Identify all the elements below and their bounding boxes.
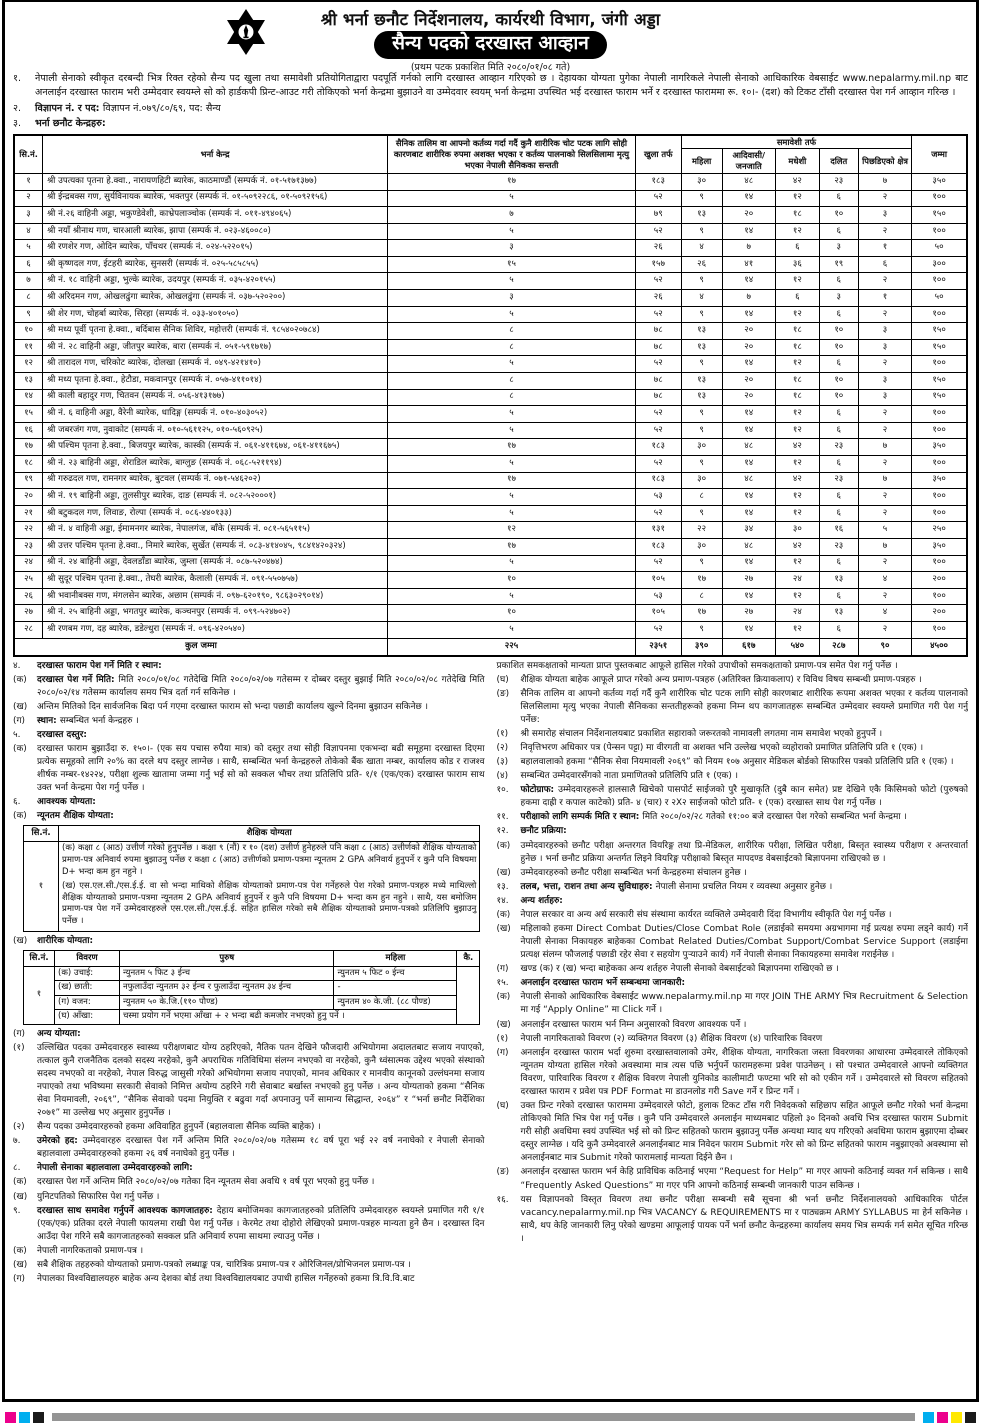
edu-clause-b: (ख) एस.एल.सी./एस.ई.ई. वा सो भन्दा माथिको शैक्षिक योग्यताको प्रमाण-पत्र पेश गर्नेहरुले पेश गरेको प्रमाण-पत्रहरु मध्ये माथिल्लो शैक्षिक योग्यताको प्रमाण-पत्रमा न्यूनतम 2 GPA अनिवार्य हुनुपर्ने र कुनै पनि विषयमा D+ भन्दा कम हुन नहुने । साथै, यस बमोजिम प्रमाण-पत्र पेश गर्ने उम्मेदवारहरुले एस.एल.सी./एस.ई.ई. सहित हासिल गरेको सबै शैक्षिक योग्यताको प्रमाण-पत्रको प्रतिलिपि बुझाउनु पर्नेछ । — [62, 880, 477, 927]
notice-document — [2, 0, 979, 1402]
list-item: ४. दरखास्त फाराम पेश गर्ने मिति र स्थान: — [13, 660, 162, 671]
list-item: (क) नेपाली सेनाको आधिकारिक वेबसाईट www.nepalarmy.mil.np मा गएर JOIN THE ARMY भित्र Recruitment & Selection मा गई “Apply Online” मा Click गर्ने । — [496, 992, 968, 1016]
table-row: २३ श्री उत्तर पश्चिम पृतना हे.क्वा., निमारे ब्यारेक, सुर्खेत (सम्पर्क नं. ०८३-४१४०४५, ९८४१४२०३२४) १७ १८३ ३० ४८ ४२ २३ ७ ३५० — [14, 538, 967, 555]
list-item: (ग) अन्य योग्यता: — [13, 1028, 81, 1039]
list-item: (क) नेपाली नागरिकताको प्रमाण-पत्र । — [13, 1245, 144, 1256]
magenta-swatch — [5, 1412, 16, 1423]
edu-col-sn: सि.नं. — [24, 826, 59, 841]
table-row: १३ श्री मध्य पृतना हे.क्वा., हेटौडा, मकवानपुर (सम्पर्क नं. ०५७-४११०१४) ८ ७८ १३ २० १८ १० ३ १५० — [14, 373, 967, 390]
col-inclusive-group: समावेशी तर्फ — [681, 135, 912, 149]
table-row: १८ श्री नं. २३ बाहिनी अड्डा, शेराडिल ब्यारेक, बाग्लुङ (सम्पर्क नं. ०६८-५२११९४) ५ ५२ ९ १४ १२ ६ २ १०० — [14, 456, 967, 473]
list-item: २. विज्ञापन नं. र पद: विज्ञापन नं.०७९/८०/६९, पद: सैन्य — [13, 102, 221, 114]
yellow-swatch — [951, 1412, 962, 1423]
cyan-swatch — [19, 1412, 30, 1423]
phys-col-male: पुरुष — [120, 951, 334, 966]
table-row: २८ श्री रणबम गण, दह ब्यारेक, डडेल्धुरा (सम्पर्क नं. ०९६-४२०५४०) ५ ५२ ९ १४ १२ ६ २ १०० — [14, 621, 967, 638]
list-item: (ग) खण्ड (क) र (ख) भन्दा बाहेकका अन्य शर्तहरु नेपाली सेनाको वेबसाईटको बिज्ञापनमा राखिएको छ । — [496, 964, 839, 975]
physical-qualification-table — [23, 950, 480, 1024]
table-row: १९ श्री गरुढदल गण, रामनगर ब्यारेक, बुटवल (सम्पर्क नं. ०७१-५४६२०२) १७ १८३ ३० ४८ ४२ २३ ७ ३५० — [14, 472, 967, 489]
black-swatch — [33, 1412, 44, 1423]
phys-col-female: महिला — [334, 951, 457, 966]
table-row: ४ श्री नयाँ श्रीनाथ गण, चारआली ब्यारेक, झापा (सम्पर्क नं. ०२३-४६००८०) ५ ५२ ९ १४ १२ ६ २ १०० — [14, 223, 967, 240]
table-row: २४ श्री नं. २४ बाहिनी अड्डा, देवलडाँडा ब्यारेक, जुम्ला (सम्पर्क नं. ०८७-५२०४७४) ५ ५२ ९ १४ १२ ६ २ १०० — [14, 555, 967, 572]
table-row: ८ श्री अरिदमन गण, ओखलढुंगा ब्यारेक, ओखलढुंगा (सम्पर्क नं. ०३७-५२०२००) ३ २६ ४ ७ ६ ३ १ ५० — [14, 290, 967, 307]
magenta-swatch — [937, 1412, 948, 1423]
list-item: १. नेपाली सेनाको स्वीकृत दरबन्दी भित्र रिक्त रहेको सैन्य पद खुला तथा समावेशी प्रतियोगिताद्वारा पदपूर्ति गर्नको लागि दरखास्त आव्हान गरिएको छ । देहायका योग्यता पुगेका नेपाली नागरिकले नेपाली सेनाको आधिकारिक वेबसाईट www.nepalarmy.mil.np बाट अनलाईन दरखास्त फाराम भरी उम्मेदवार स्वयम्ले सो को हार्डकपी प्रिन्ट-आउट गरी तोकिएको भर्ना केन्द्रमा बुझाउने वा उम्मेदवार स्वयम् भर्ना केन्द्रमा उपस्थित भई दरखास्त फाराम भर्ने र दरखास्त फाराममा रू. १०।- (दश) को टिकट टाँसी दरखास्त पेश गर्न आव्हान गरिन्छ । — [13, 73, 968, 99]
list-item: (क) दरखास्त पेश गर्ने अन्तिम मिति २०८०/०२/०७ गतेका दिन न्यूनतम सेवा अवधि १ वर्ष पूरा भएको हुनु पर्नेछ । — [13, 1177, 375, 1188]
table-row: २१ श्री बटुकदल गण, लिवाङ, रोल्पा (सम्पर्क नं. ०८६-४४०१३३) ५ ५२ ९ १४ १२ ६ २ १०० — [14, 505, 967, 522]
terms-section — [13, 660, 968, 1366]
gray-bar — [52, 1413, 915, 1421]
list-item: (१) श्री समारोह संचालन निर्देशनालयबाट प्रकाशित सहाराको जरूरतको नामावली लगतमा नाम समावेश भएको हुनुपर्ने । — [496, 728, 883, 739]
table-row: ५ श्री रणशेर गण, ओदिन ब्यारेक, पाँचथर (सम्पर्क नं. ०२४-५२२०१५) ३ २६ ४ ७ ६ ३ १ ५० — [14, 240, 967, 257]
table-row: ११ श्री नं. २८ वाहिनी अड्डा, जीतपुर ब्यारेक, बारा (सम्पर्क नं. ०५१-५९१७१७) ८ ७८ १३ २० १८ १० ३ १५० — [14, 339, 967, 356]
list-item: (ग) नेपालका विश्वविद्यालयहरु बाहेक अन्य देशका बोर्ड तथा विश्वविद्यालयबाट उपाधी हासिल गर्नेहरुको हकमा त्रि.वि.वि.बाट — [13, 1274, 415, 1285]
col-female: महिला — [681, 149, 722, 174]
table-row: ६ श्री कृष्णदल गण, ईटहरी ब्यारेक, सुनसरी (सम्पर्क नं. ०२५-५८५८५५) १५ १५७ २६ ४१ ३६ १९ ६ ३०० — [14, 256, 967, 273]
col-adivasi: आदिवासी/ जनजाति — [722, 149, 775, 174]
intro-paragraphs — [13, 72, 968, 132]
list-item: ८. नेपाली सेनाका बहालवाला उम्मेदवारहरुको लागि: — [13, 1163, 193, 1174]
education-qualification-table — [23, 825, 480, 932]
list-item: (क) उम्मेदवारहरुको छनौट परीक्षा अन्तरगत वियरिङ्ग तथा प्रि-मेडिकल, शारीरिक परीक्षा, लिखित परीक्षा, बिस्तृत स्वास्थ्य परीक्षण र अन्तरवार्ता हुनेछ । भर्ना छनौट प्रक्रिया अन्तर्गत लिइने वियरिङ्ग परीक्षाको बिस्तृत मापदण्ड वेबसाईटको बिज्ञापनमा राखिएको छ । — [496, 840, 968, 864]
col-sn: सि.नं. — [14, 135, 43, 174]
table-row: १५ श्री नं. ६ वाहिनी अड्डा, वैरेनी ब्यारेक, धादिङ्ग (सम्पर्क नं. ०१०-४०३०५२) ५ ५२ ९ १४ १२ ६ २ १०० — [14, 406, 967, 423]
list-item: १४. अन्य शर्तहरु: — [496, 895, 563, 906]
list-item: (ख) अनलाईन दरखास्त फाराम भर्न निम्न अनुसारको विवरण आवश्यक पर्ने । — [496, 1019, 747, 1030]
list-item: (क) न्यूनतम शैक्षिक योग्यता: — [13, 811, 114, 822]
list-item: (१) नेपाली नागरिकताको विवरण (२) व्यक्तिगत विवरण (३) शैक्षिक विवरण (४) पारिवारिक विवरण — [496, 1033, 823, 1044]
table-row: ३ श्री नं.२६ वाहिनी अड्डा, भकुण्डेवेशी, काभ्रेपलाञ्चोक (सम्पर्क नं. ०११-४९४०६५) ७ ७९ १३ २० १८ १० ३ १५० — [14, 207, 967, 224]
col-total: जम्मा — [912, 135, 967, 174]
table-total-row: कुल जम्मा २२५ २३५१ ३९० ६१७ ५४० २८७ ९० ४५०० — [14, 638, 967, 656]
table-row: ७ श्री नं. १८ वाहिनी अड्डा, भुल्के ब्यारेक, उदयपुर (सम्पर्क नं. ०३५-४२०१५५) ५ ५२ ९ १४ १२ ६ २ १०० — [14, 273, 967, 290]
list-item: (ख) युनिटपतिको सिफारिस पेश गर्नु पर्नेछ । — [13, 1191, 160, 1202]
table-row: १६ श्री जबरजंग गण, नुवाकोट (सम्पर्क नं. ०१०-५६११२५, ०१०-५६०९२५) ५ ५२ ९ १४ १२ ६ २ १०० — [14, 422, 967, 439]
org-title: श्री भर्ना छनौट निर्देशनालय, कार्यरथी विभाग, जंगी अड्डा — [320, 10, 661, 29]
table-row: ९ श्री शेर गण, चोहर्बा ब्यारेक, सिरहा (सम्पर्क नं. ०३३-४०१०५०) ५ ५२ ९ १४ १२ ६ २ १०० — [14, 306, 967, 323]
list-item: ७. उमेरको हद: उम्मेदवारहरु दरखास्त पेश गर्ने अन्तिम मिति २०८०/०२/०७ गतेसम्म १८ वर्ष पूरा भई २२ वर्ष ननाघेको र नेपाली सेनाको बहालवाला उम्मेदवारहरुको हकमा २६ वर्ष ननाघेको हुनु पर्नेछ । — [13, 1136, 485, 1160]
phys-col-desc: विवरण — [55, 951, 120, 966]
list-item: ११. परीक्षाको लागि सम्पर्क मिति र स्थान: मिति २०८०/०२/२८ गतेको ११:०० बजे दरखास्त पेश गरेको सम्बन्धित भर्ना केन्द्रमा । — [496, 812, 907, 823]
list-item: ५. दरखास्त दस्तुर: — [13, 729, 87, 740]
col-madhesi: मधेशी — [775, 149, 819, 174]
notice-title-badge: सैन्य पदको दरखास्त आव्हान — [374, 31, 607, 59]
list-item: (२) सैन्य पदका उम्मेदवारहरुको हकमा अविवाहित हुनुपर्ने (बहालवाला सैनिक व्यक्ति बाहेक) । — [13, 1122, 321, 1133]
list-item: (ङ) अनलाईन दरखास्त फाराम भर्न केहि प्राविधिक कठिनाई भएमा “Request for Help” मा गएर आफ्नो कठिनाई व्यक्त गर्न सकिन्छ । साथै “Frequently Asked Questions” मा गएर पनि आफ्नो कठिनाई सम्बन्धी जानकारी पाउन सकिन्छ । — [496, 1167, 968, 1191]
list-item: १२. छनौट प्रक्रिया: — [496, 826, 567, 837]
table-row: २२ श्री नं. ४ वाहिनी अड्डा, ईमामनगर ब्यारेक, नेपालगंज, बाँके (सम्पर्क नं. ०८१-५६५११५) १२ १३१ २२ ३४ ३० १६ ५ २५० — [14, 522, 967, 539]
edu-col-qualification: शैक्षिक योग्यता — [59, 826, 480, 841]
list-item: १३. तलब, भत्ता, राशन तथा अन्य सुविधाहरु: नेपाली सेनामा प्रचलित नियम र व्यवस्था अनुसार हुनेछ । — [496, 881, 833, 892]
list-item: (क) दरखास्त फाराम बुझाउँदा रु. १५०।- (एक सय पचास रुपैया मात्र) को दस्तुर तथा सोही विज्ञापनमा एकभन्दा बढी समूहमा दरखास्त दिएमा प्रत्येक समूहको लागि २०% का दरले थप दस्तुर लाग्नेछ । साथै, सम्बन्धित भर्ना केन्द्रहरुले तोकेको बैंक खाता नम्बर, कार्यालय कोड र राजश्व शीर्षक नम्बर-१४२२४, परीक्षा शुल्क खातामा जम्मा गर्नु भई सो को सक्कल भौचर तथा प्रतिलिपि प्रति- १/१ (एक/एक) दरखास्त फाराम साथ उक्त भर्ना केन्द्रमा पेश गर्नु पर्नेछ । — [13, 744, 485, 794]
publication-date: (प्रथम पटक प्रकाशित मिति २०८०/०१/०८ गते) — [410, 61, 571, 73]
list-item: (२) निवृत्तिभरण अधिकार पत्र (पेन्सन पट्टा) मा वीरगती वा अशक्त भनि उल्लेख भएको व्यहोराको प्रमाणित प्रतिलिपि प्रति १ (एक) । — [496, 743, 924, 753]
center-table-body — [14, 173, 967, 655]
col-martyr-quota: सैनिक तालिम वा आफ्नो कर्तव्य गर्दा गर्दै कुनै शारीरिक चोट पटक लागि सोही कारणबाट शारीरिक रुपमा अशक्त भएका र कर्तव्य पालनाको सिलसिलामा मृत्यु भएका नेपाली सैनिकका सन्तती — [388, 135, 636, 174]
black-swatch — [965, 1412, 976, 1423]
table-row: २ श्री ईन्द्रबक्स गण, सुर्यविनायक ब्यारेक, भक्तपुर (सम्पर्क नं. ०१-५०९२२८६, ०१-५०९२१५६) ५ ५२ ९ १४ १२ ६ २ १०० — [14, 190, 967, 207]
table-row: २५ श्री सुदूर पश्चिम पृतना हे.क्वा., तेघरी ब्यारेक, कैलाली (सम्पर्क नं. ०९१-५५०७५७) १० १०५ १७ २७ २४ १३ ४ २०० — [14, 572, 967, 589]
list-item: (४) सम्बन्धित उम्मेदवारसँगको नाता प्रमाणितको प्रतिलिपि प्रति १ (एक) । — [496, 771, 739, 782]
list-item: (क) दरखास्त पेश गर्ने मिति: मिति २०८०/०१/०८ गतेदेखि मिति २०८०/०२/०७ गतेसम्म र दोब्बर दस्तुर बुझाई मिति २०८०/०२/०८ गतेदेखि मिति २०८०/०२/१४ गतेसम्म कार्यालय समय भित्र दर्ता गर्न सकिनेछ । — [13, 674, 485, 698]
list-item: (ङ) सैनिक तालिम वा आफ्नो कर्तव्य गर्दा गर्दै कुनै शारीरिक चोट पटक लागि सोही कारणबाट शारीरिक रूपमा अशक्त भएका र कर्तव्य पालनाको सिलसिलामा मृत्यु भएका नेपाली सैनिकका सन्ततीहरूको हकमा निम्न थप कागजातहरू सम्बन्धित उम्मेदवार स्वयम्ले प्रमाणित गरी पेश गर्नु पर्नेछ: — [496, 688, 968, 725]
list-item: ९. दरखास्त साथ समावेश गर्नुपर्ने आवश्यक कागजातहरु: देहाय बमोजिमका कागजातहरुको प्रतिलिपि उम्मेदवारहरु स्वयम्ले प्रमाणित गरी १/१ (एक/एक) प्रतिका दरले नेपाली फायलमा राखी पेश गर्नु पर्नेछ । केरमेट तथा दोहोरो लेखिएको प्रमाण-पत्रहरु मान्यता हुने छैन । दरखास्त दिन आउँदा पेश गरिने सबै कागजातहरुको सक्कल प्रति अनिवार्य रुपमा साथमा ल्याउनु पर्नेछ । — [13, 1205, 485, 1242]
table-row: २० श्री नं. १९ बाहिनी अड्डा, तुलसीपुर ब्यारेक, दाङ (सम्पर्क नं. ०८२-५२०००१) ५ ५३ ८ १४ १२ ६ २ १०० — [14, 489, 967, 506]
cyan-swatch — [923, 1412, 934, 1423]
table-row: १७ श्री पश्चिम पृतना हे.क्वा., बिजयपुर ब्यारेक, कास्की (सम्पर्क नं. ०६१-४११६७४, ०६१-४११६७५) १७ १८३ ३० ४८ ४२ २३ ७ ३५० — [14, 439, 967, 456]
list-item: प्रकाशित समकक्षताको मान्यता प्राप्त पुस्तकबाट आफूले हासिल गरेको उपाधीको समकक्षताको प्रमाण-पत्र समेत पेश गर्नु पर्नेछ । — [496, 660, 898, 671]
list-item: (घ) उक्त प्रिन्ट गरेको दरखास्त फाराममा उम्मेदवारले फोटो, हुलाक टिकट टाँस गरी निवेदकको सहिछाप सहित आफूले छनौट गरेको भर्ना केन्द्रमा तोकिएको मिति भित्र पेश गर्नु पर्नेछ । कुनै पनि उम्मेदवारले अनलाईन माध्यमबाट पहिलो ३० दिनको अवधि भित्र दरखास्त फाराम Submit गरी सोही अवधिमा स्वयं उपस्थित भई सो को प्रिन्ट सहितको फाराम बुझाउनु पर्नेछ अन्यथा म्याद थप गरिएको अवधिमा फाराम बुझाएमा दोब्बर दस्तुर लाग्नेछ । यदि कुनै उम्मेदवारले अनलाईनबाट मात्र निवेदन फाराम Submit गरेर सो को प्रिन्ट सहितको फाराम नबुझाएको अवस्थामा सो अनलाईनबाट मात्र Submit गरेको फारामलाई मान्यता दिईने छैन । — [496, 1101, 968, 1164]
table-row: १ (क) कक्षा ८ (आठ) उत्तीर्ण गरेको हुनुपर्नेछ । कक्षा ९ (नौं) र १० (दश) उत्तीर्ण हुनेहरुले पनि कक्षा ८ (आठ) उत्तीर्णको शैक्षिक योग्यताको प्रमाण-पत्र अनिवार्य रुपमा बुझाउनु पर्नेछ र कक्षा ८ (आठ) उत्तीर्णको प्रमाण-पत्रमा न्यूनतम 2 GPA अनिवार्य हुनुपर्ने र कुनै पनि विषयमा D+ भन्दा कम हुन नहुने । (ख) एस.एल.सी./एस.ई.ई. वा सो भन्दा माथिको शैक्षिक योग्यताको प्रमाण-पत्र पेश गर्नेहरुले पेश गरेको प्रमाण-पत्रहरु मध्ये माथिल्लो शैक्षिक योग्यताको प्रमाण-पत्रमा न्यूनतम 2 GPA अनिवार्य हुनुपर्ने र कुनै पनि विषयमा D+ भन्दा कम हुन नहुने । साथै, यस बमोजिम प्रमाण-पत्र पेश गर्ने उम्मेदवारहरुले एस.एल.सी./एस.ई.ई. सहित हासिल गरेको सबै शैक्षिक योग्यताको प्रमाण-पत्रको प्रतिलिपि बुझाउनु पर्नेछ । — [24, 841, 480, 931]
list-item: (१) उल्लिखित पदका उम्मेदवारहरु स्वास्थ्य परीक्षणबाट योग्य ठहरिएको, नैतिक पतन देखिने फौजदारी अभियोगमा अदालतबाट सजाय नपाएको, तत्काल कुनै राजनैतिक दलको सदस्य नरहेको, कुनै अपराधिक गतिविधिमा संलग्न नभएको वा नरहेको, कुनै ध्वंसात्मक उद्देश्य भएको संस्थाको सदस्य नभएको वा नरहेको, नेपाल विरुद्ध जासुसी गरेको अभियोगमा सजाय नपाएको, मानव अधिकार र मानवीय कानूनको उल्लंघनमा सजाय नपाएको तथा भविष्यमा सरकारी सेवाको निमित्त अयोग्य ठहरिने गरी सेवाबाट बर्खास्त नभएको हुनु पर्नेछ । अन्य योग्यताको हकमा “सैनिक सेवा नियमावली, २०६९”, “सैनिक सेवाको पदमा नियुक्ति र बढुवा गर्दा अपनाउनु पर्ने सामान्य सिद्धान्त, २०६४” र “भर्ना छनौट निर्देशिका २०७१” मा उल्लेख भए अनुसार हुनुपर्नेछ । — [13, 1042, 485, 1119]
list-item: (घ) शैक्षिक योग्यता बाहेक आफूले प्राप्त गरेको अन्य प्रमाण-पत्रहरु (अतिरिक्त क्रियाकलाप) र विविध विषय सम्बन्धी प्रमाण-पत्रहरु । — [496, 674, 922, 685]
table-row: (ग) वजन: न्युनतम ५० के.जि.(११० पौण्ड) न्युनतम ४० के.जी. (८८ पौण्ड) — [24, 995, 480, 1009]
table-row: १४ श्री काली बहादुर गण, चितवन (सम्पर्क नं. ०५६-४१३१७७) ८ ७८ १३ २० १८ १० ३ १५० — [14, 389, 967, 406]
list-item: ३. भर्ना छनौट केन्द्रहरु: — [13, 118, 106, 130]
table-row: १ (क) उचाई: न्युनतम ५ फिट ३ ईन्च न्युनतम ५ फिट ० ईन्च — [24, 966, 480, 980]
list-item: (ख) अन्तिम मितिको दिन सार्वजनिक बिदा पर्न गएमा दरखास्त फाराम सो भन्दा पछाडी कार्यालय खुल्ने दिनमा बुझाउन सकिनेछ । — [13, 701, 428, 712]
edu-clause-a: (क) कक्षा ८ (आठ) उत्तीर्ण गरेको हुनुपर्नेछ । कक्षा ९ (नौं) र १० (दश) उत्तीर्ण हुनेहरुले पनि कक्षा ८ (आठ) उत्तीर्णको शैक्षिक योग्यताको प्रमाण-पत्र अनिवार्य रुपमा बुझाउनु पर्नेछ र कक्षा ८ (आठ) उत्तीर्णको प्रमाण-पत्रमा न्यूनतम 2 GPA अनिवार्य हुनुपर्ने र कुनै पनि विषयमा D+ भन्दा कम हुन नहुने । — [62, 842, 477, 877]
left-column — [13, 660, 485, 1366]
phys-col-remarks: कै. — [457, 951, 480, 966]
recruitment-centers-table — [13, 134, 968, 657]
list-item: (ख) सबै शैक्षिक तहहरुको योग्यताको प्रमाण-पत्रको लब्धाङ्क पत्र, चारित्रिक प्रमाण-पत्र र ओरिजिनल/प्रोभिजनल प्रमाण-पत्र । — [13, 1259, 411, 1270]
table-row: २६ श्री भवानीबक्स गण, मंगलसेन ब्यारेक, अछाम (सम्पर्क नं. ०९७-६२०१९०, ९८६३०२९०१४) ५ ५३ ८ १४ १२ ६ २ १०० — [14, 588, 967, 605]
table-row: (ख) छाती: नफुलाउँदा न्युनतम ३२ ईन्च र फुलाउँदा न्युनतम ३४ ईन्च - — [24, 981, 480, 995]
table-row: (घ) आँखा: चस्मा प्रयोग गर्ने भएमा आँखा + २ भन्दा बढी कमजोर नभएको हुनु पर्ने । — [24, 1010, 480, 1024]
phys-col-sn: सि.नं. — [24, 951, 55, 966]
list-item: (३) बहालवालाको हकमा “सैनिक सेवा नियमावली २०६९” को नियम १०७ अनुसार मेडिकल बोर्डको सिफारिस पत्रको प्रतिलिपि प्रति १ (एक) । — [496, 757, 954, 768]
table-row: १ श्री उपत्यका पृतना हे.क्वा., नारायणहिटी ब्यारेक, काठमाण्डौं (सम्पर्क नं. ०१-५१७१३७७) १७ १८३ ३० ४८ ४२ २३ ७ ३५० — [14, 173, 967, 190]
table-row: २७ श्री नं. २५ बाहिनी अड्डा, भगतपुर ब्यारेक, कञ्चनपुर (सम्पर्क नं. ०९९-५२४७०२) १० १०५ १७ २७ २४ १३ ४ २०० — [14, 605, 967, 622]
list-item: (क) नेपाल सरकार वा अन्य अर्ध सरकारी संघ संस्थामा कार्यरत व्यक्तिले उम्मेदवारी दिंदा विभागीय स्वीकृति पेश गर्नु पर्नेछ । — [496, 909, 892, 920]
list-item: (ख) महिलाको हकमा Direct Combat Duties/Close Combat Role (लडाईको समयमा अग्रभागमा गई प्रत्यक्ष रुपमा लड्ने कार्य) गर्ने नेपाली सेनाका निकायहरु बाहेकका Combat Related Duties/Combat Support/Combat Service Support (लडाईमा प्रत्यक्ष संलग्न फौजलाई पछाडी रहेर सेवा र सहयोग पुऱ्याउने कार्य) गर्ने नेपाली सेनाका निकायहरुमा समावेश गराईनेछ । — [496, 924, 968, 961]
header — [13, 4, 968, 73]
table-row: १० श्री मध्य पूर्वी पृतना हे.क्वा., बर्दिबास सैनिक शिविर, महोत्तरी (सम्पर्क नं. ९८५४०२०७८४) ८ ७८ १३ २० १८ १० ३ १५० — [14, 323, 967, 340]
print-registration-strip — [0, 1409, 981, 1425]
col-center: भर्ना केन्द्र — [43, 135, 388, 174]
right-column — [497, 660, 969, 1366]
col-backward: पिछडिएको क्षेत्र — [858, 149, 911, 174]
table-row: १२ श्री तारादल गण, चरिकोट ब्यारेक, दोलखा (सम्पर्क नं. ०४९-४२१४१०) ५ ५२ ९ १४ १२ ६ २ १०० — [14, 356, 967, 373]
nepal-army-emblem-icon — [225, 8, 267, 56]
list-item: ६. आवश्यक योग्यता: — [13, 797, 96, 808]
list-item: (ख) उम्मेदवारहरुको छनौट परीक्षा सम्बन्धित भर्ना केन्द्रहरुमा संचालन हुनेछ । — [496, 867, 747, 878]
list-item: (ख) शारीरिक योग्यता: — [13, 936, 94, 947]
col-dalit: दलित — [819, 149, 858, 174]
table-header-row — [14, 135, 967, 149]
list-item: (ग) स्थान: सम्बन्धित भर्ना केन्द्रहरु । — [13, 715, 139, 726]
list-item: १०. फोटोग्राफ: उम्मेदवारहरूले हालसालै खिचेको पासपोर्ट साईजको पुरै मुखाकृति (दुबै कान समेत) प्रष्ट देखिने एकै किसिमको फोटो (पुरुषको हकमा दाह्री र कपाल काटेको) प्रति- ४ (चार) र २X२ साईजको फोटो प्रति- १ (एक) दरखास्त साथ पेश गर्नु पर्नेछ । — [496, 785, 968, 809]
list-item: १६. यस विज्ञापनको विस्तृत विवरण तथा छनौट परीक्षा सम्बन्धी सबै सूचना श्री भर्ना छनौट निर्देशनालयको आधिकारिक पोर्टल vacancy.nepalarmy.mil.np भित्र VACANCY & REQUIREMENTS मा र पाठ्यक्रम ARMY SYLLABUS मा हेर्न सकिनेछ । साथै, थप केहि जानकारी लिनु परेको खण्डमा आफूलाई पायक पर्ने भर्ना छनौट केन्द्रहरुमा कार्यालय समय भित्र सम्पर्क गर्न समेत सूचित गरिन्छ । — [496, 1194, 968, 1244]
col-open: खुला तर्फ — [635, 135, 681, 174]
list-item: १५. अनलाईन दरखास्त फाराम भर्ने सम्बन्धमा जानकारी: — [496, 978, 686, 989]
list-item: (ग) अनलाईन दरखास्त फाराम भर्दा शुरुमा दरखास्तवालाको उमेर, शैक्षिक योग्यता, नागरिकता जस्ता विवरणका आधारमा उम्मेदवारले तोकिएको न्यूनतम योग्यता हासिल गरेको अवस्थामा मात्र त्यस पछि भर्नुपर्ने फारामहरूमा प्रवेश पाउनेछन् । सो पश्चात उम्मेदवारले आफ्नो व्यक्तिगत विवरण, पारिवारिक विवरण र शैक्षिक विवरण नेपाली युनिकोड कालीमाटी फण्टमा भरि सो को एकीन गर्ने । उम्मेदवारले सो विवरण सहितको दरखास्त फाराम र प्रवेश पत्र PDF Format मा डाउनलोड गरी Save गर्ने र प्रिन्ट गर्ने । — [496, 1047, 968, 1097]
